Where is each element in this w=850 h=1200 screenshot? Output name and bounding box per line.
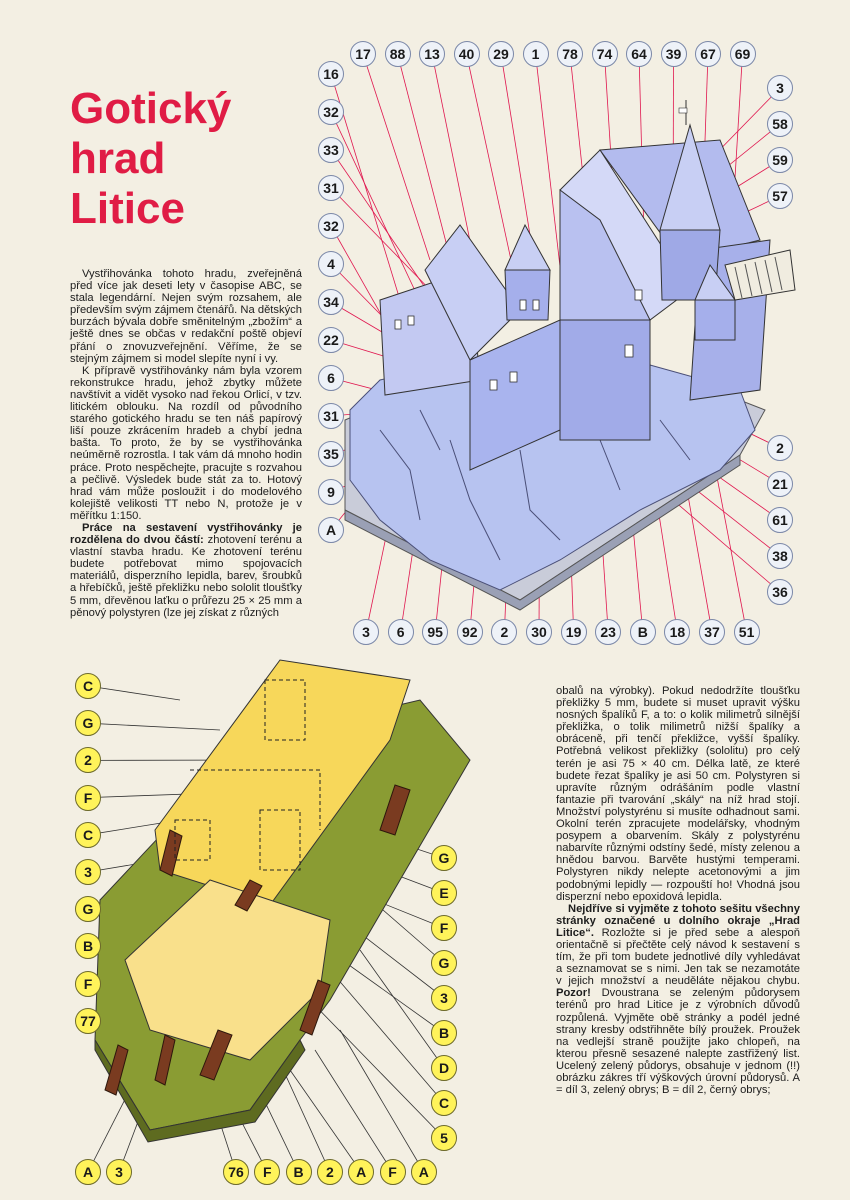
- terrain-right-label: 5: [431, 1125, 457, 1151]
- article-text: Dvoustrana se zeleným půdorysem terénů pro hrad Litice je z výrobních důvodů rozpůlená. Vyjměte obě stránky a podél jedné strany kresby odstřihněte bílý proužek. Proužek na vedlejší straně použijte jako chlopeň, na kterou přesně sesazené nalepte zastřižený list. Ucelený zelený půdorys, obsahuje v jednom (!!) obrázku zákres tří výškových úrovní půdorysů. A = díl 3, zelený obrys; B = díl 2, černý obrys;: [556, 987, 800, 1097]
- castle-left-label: 4: [318, 251, 344, 277]
- article-paragraph: Vystřihovánka tohoto hradu, zveřejněná před více jak deseti lety v časopise ABC, se stala legendární. Nejen svým rozsahem, ale především svým zájmem čtenářů. Na dětských burzách bývala dobře směnitelným „zbožím“ a ještě dnes se občas v redakční poště objeví přání o znovuzveřejnění. Věříme, že se stejným zájmem si model slepíte nyní i vy.: [70, 268, 302, 365]
- castle-top-label: 78: [557, 41, 583, 67]
- castle-bottom-label: 18: [664, 619, 690, 645]
- castle-left-label: 6: [318, 365, 344, 391]
- terrain-left-label: 77: [75, 1008, 101, 1034]
- castle-bottom-label: B: [630, 619, 656, 645]
- castle-bottom-label: 2: [491, 619, 517, 645]
- article-bold-lead: Práce na sestavení vystřihovánky je rozdělena do dvou částí:: [70, 521, 302, 547]
- castle-left-label: 31: [318, 175, 344, 201]
- castle-left-label: 16: [318, 61, 344, 87]
- terrain-bottom-label: B: [286, 1159, 312, 1185]
- castle-top-label: 39: [661, 41, 687, 67]
- castle-bottom-label: 30: [526, 619, 552, 645]
- terrain-bottom-label: F: [254, 1159, 280, 1185]
- terrain-left-label: B: [75, 933, 101, 959]
- castle-right-label: 2: [767, 435, 793, 461]
- terrain-right-label: F: [431, 915, 457, 941]
- terrain-bottom-label: A: [411, 1159, 437, 1185]
- terrain-left-label: F: [75, 785, 101, 811]
- title-line-1: Gotický: [70, 84, 232, 133]
- terrain-bottom-label: 76: [223, 1159, 249, 1185]
- article-text: Rozložte si je před sebe a alespoň orientačně si přečtěte celý návod k sestavení s tím, že při tom budete jednotlivé díly vyhledávat a seznamovat se s nimi. Jen tak se nezamotáte v jejich množství a neuděláte nějakou chybu.: [556, 926, 800, 988]
- terrain-bottom-label: A: [75, 1159, 101, 1185]
- castle-top-label: 67: [695, 41, 721, 67]
- terrain-bottom-label: 3: [106, 1159, 132, 1185]
- terrain-left-label: 2: [75, 747, 101, 773]
- terrain-right-label: G: [431, 950, 457, 976]
- title-line-2: hrad: [70, 134, 166, 183]
- terrain-left-label: F: [75, 971, 101, 997]
- castle-left-label: 31: [318, 403, 344, 429]
- terrain-bottom-label: 2: [317, 1159, 343, 1185]
- article-text: zhotovení terénu a vlastní stavba hradu. Ke zhotovení terénu budete potřebovat mimo spojovacích materiálů, disperzního lepidla, barev, šroubků a hřebíčků, ještě překližku nebo sololit tloušťky 5 mm, dřevěnou laťku o průřezu 25 × 25 mm a pěnový polystyren (lze jej získat z různých: [70, 534, 302, 619]
- terrain-left-label: C: [75, 822, 101, 848]
- castle-right-label: 59: [767, 147, 793, 173]
- castle-left-label: 22: [318, 327, 344, 353]
- castle-bottom-label: 3: [353, 619, 379, 645]
- castle-bottom-label: 51: [734, 619, 760, 645]
- terrain-left-label: C: [75, 673, 101, 699]
- terrain-right-label: E: [431, 880, 457, 906]
- terrain-left-leader-line: [88, 723, 220, 730]
- terrain-right-label: B: [431, 1020, 457, 1046]
- castle-right-label: 3: [767, 75, 793, 101]
- article-paragraph: obalů na výrobky). Pokud nedodržíte tloušťku překližky 5 mm, budete si muset upravit výšku nosných špalíků F, a to: o kolik milimetrů silnější překližka, o tolik milimetrů nižší špalíky a obráceně, při tenčí překližce, vyšší špalíky. Potřebná velikost překližky (sololitu) pro celý terén je asi 75 × 40 cm. Délka latě, ze které budete řezat špalíky je asi 50 cm. Polystyren si upravíte různým odrášáním podle vlastní fantazie při tvarování „skály“ na níž hrad stojí. Množství polystyrénu si musíte odhadnout sami. Okolní terén zpracujete modelářsky, vhodným posypem a obarvením. Skály z polystyrénu nabarvíte různými odstíny šedé, místy zelenou a hnědou barvou. Barvěte hustými temperami. Polystyren nikdy nelepte acetonovými a jim podobnými lepidly — rozpouští ho! Vhodná jsou disperzní nebo epoxidová lepidla.: [556, 685, 800, 903]
- castle-left-label: 35: [318, 441, 344, 467]
- castle-top-label: 13: [419, 41, 445, 67]
- castle-top-label: 40: [454, 41, 480, 67]
- castle-left-label: 33: [318, 137, 344, 163]
- article-paragraph: K přípravě vystřihovánky nám byla vzorem rekonstrukce hradu, jehož zbytky můžete navštívit a vidět vysoko nad řekou Orlicí, v tzv. litickém oblouku. Na rozdíl od původního starého gotického hradu se ten náš papírový liší pouze zkrácením hradeb a chybí jedna bašta. To proto, že by se vystřihovánka neúměrně rozrostla. I tak vám dá mnoho hodin práce. Proto nespěchejte, pracujte s rozvahou a pečlivě. Výsledek bude stát za to. Hotový hrad vám může posloužit i do modelového kolejiště velikosti TT nebo N, protože je v měřítku 1:150.: [70, 364, 302, 522]
- castle-bottom-label: 19: [561, 619, 587, 645]
- castle-top-label: 69: [730, 41, 756, 67]
- terrain-left-label: G: [75, 896, 101, 922]
- castle-left-label: 32: [318, 99, 344, 125]
- terrain-right-leader-line: [330, 970, 444, 1103]
- article-bold-lead: Nejdříve si vyjměte z tohoto sešitu všechny stránky označené u dolního okraje „Hrad Litice“.: [556, 902, 800, 939]
- terrain-right-label: D: [431, 1055, 457, 1081]
- castle-bottom-label: 92: [457, 619, 483, 645]
- castle-top-label: 64: [626, 41, 652, 67]
- terrain-right-label: 3: [431, 985, 457, 1011]
- castle-right-label: 36: [767, 579, 793, 605]
- castle-right-label: 58: [767, 111, 793, 137]
- terrain-bottom-leader-line: [340, 1030, 424, 1172]
- castle-bottom-label: 37: [699, 619, 725, 645]
- castle-right-label: 57: [767, 183, 793, 209]
- castle-bottom-label: 95: [422, 619, 448, 645]
- castle-right-label: 61: [767, 507, 793, 533]
- castle-right-label: 21: [767, 471, 793, 497]
- terrain-right-label: C: [431, 1090, 457, 1116]
- terrain-bottom-leader-line: [315, 1050, 393, 1172]
- castle-top-label: 74: [592, 41, 618, 67]
- castle-right-label: 38: [767, 543, 793, 569]
- castle-top-label: 17: [350, 41, 376, 67]
- castle-left-label: 32: [318, 213, 344, 239]
- castle-left-label: A: [318, 517, 344, 543]
- castle-top-label: 29: [488, 41, 514, 67]
- castle-left-label: 9: [318, 479, 344, 505]
- article-warning: Pozor!: [556, 987, 591, 1000]
- castle-bottom-label: 23: [595, 619, 621, 645]
- castle-left-label: 34: [318, 289, 344, 315]
- terrain-left-label: G: [75, 710, 101, 736]
- terrain-bottom-label: F: [380, 1159, 406, 1185]
- castle-top-label: 88: [385, 41, 411, 67]
- terrain-right-label: G: [431, 845, 457, 871]
- title-line-3: Litice: [70, 184, 185, 233]
- terrain-bottom-leader-line: [290, 1070, 361, 1172]
- castle-bottom-label: 6: [388, 619, 414, 645]
- terrain-bottom-label: A: [348, 1159, 374, 1185]
- terrain-left-label: 3: [75, 859, 101, 885]
- castle-top-label: 1: [523, 41, 549, 67]
- terrain-left-leader-line: [88, 686, 180, 700]
